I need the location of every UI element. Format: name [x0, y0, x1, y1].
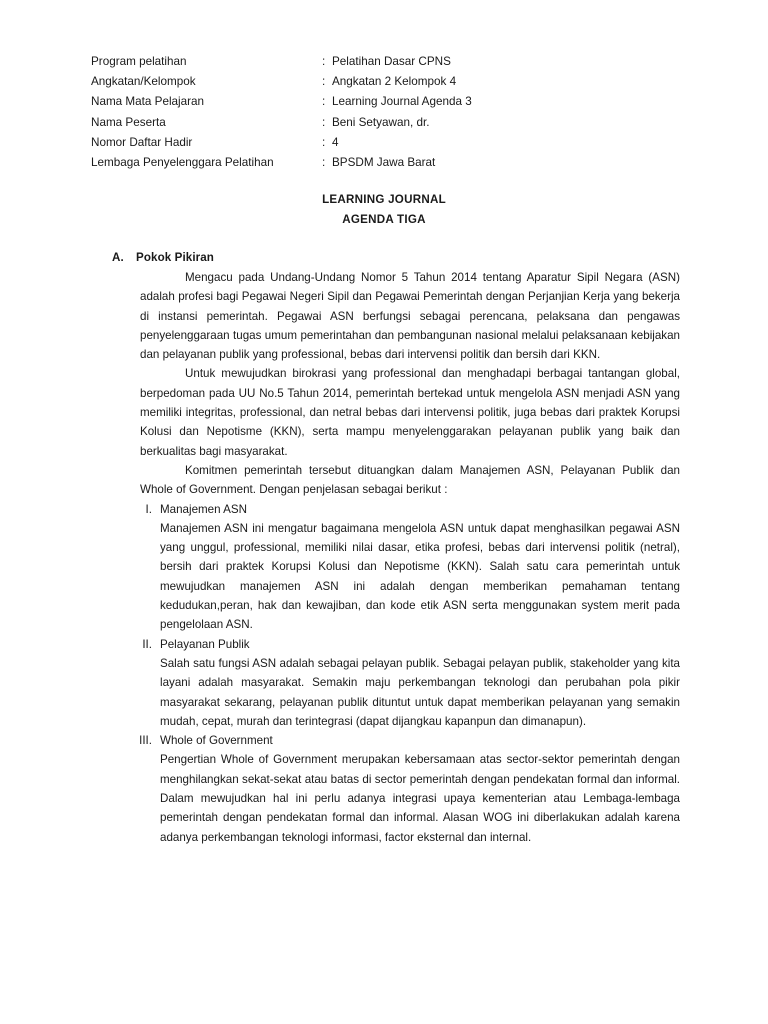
list-item-title-manajemen-asn: Manajemen ASN	[160, 502, 247, 516]
meta-label-nama-mata-pelajaran: Nama Mata Pelajaran	[91, 95, 205, 109]
meta-value-angkatan-kelompok: Angkatan 2 Kelompok 4	[332, 75, 457, 89]
list-item-title-pelayanan-publik: Pelayanan Publik	[160, 637, 250, 651]
meta-value-program-pelatihan: Pelatihan Dasar CPNS	[332, 55, 451, 68]
page-title-line-1: LEARNING JOURNAL	[322, 193, 446, 206]
list-item-marker-3: III.	[139, 734, 152, 748]
roman-numeral-list	[140, 500, 680, 847]
table-row	[91, 113, 472, 133]
section-letter: A.	[112, 251, 124, 264]
list-item-body-whole-of-government: Pengertian Whole of Government merupakan kebersamaan atas sector-sektor pemerintah dengan menghilangkan sekat-sekat atau batas di sector pemerintah dengan pendekatan formal dan informal. Dalam mewujudkan hal ini perlu adanya integrasi upaya kementerian atau Lembaga-lembaga pemerintah dengan pendekatan formal dan informal. Alasan WOG ini diberlakukan adalah karena adanya perkembangan teknologi informasi, factor eksternal dan internal.	[160, 753, 680, 844]
meta-label-lembaga-penyelenggara: Lembaga Penyelenggara Pelatihan	[91, 156, 274, 170]
list-item	[140, 731, 680, 847]
table-row	[91, 153, 472, 173]
list-item-marker-1: I.	[145, 502, 152, 516]
meta-value-nomor-daftar-hadir: 4	[332, 135, 339, 149]
meta-label-angkatan-kelompok: Angkatan/Kelompok	[91, 75, 196, 89]
page-title-line-2: AGENDA TIGA	[342, 212, 426, 226]
meta-label-program-pelatihan: Program pelatihan	[91, 55, 187, 68]
meta-label-nomor-daftar-hadir: Nomor Daftar Hadir	[91, 135, 193, 149]
table-row	[91, 133, 472, 153]
meta-value-nama-peserta: Beni Setyawan, dr.	[332, 115, 430, 129]
paragraph-3: Komitmen pemerintah tersebut dituangkan dalam Manajemen ASN, Pelayanan Publik dan Whole of Government. Dengan penjelasan sebagai berikut :	[140, 463, 680, 497]
meta-separator: :	[322, 75, 326, 89]
list-item-body-pelayanan-publik: Salah satu fungsi ASN adalah sebagai pelayan publik. Sebagai pelayan publik, stakeholder yang kita layani adalah masyarakat. Semakin maju perkembangan teknologi dan perubahan pola pikir masyarakat sekarang, pelayanan publik dituntut untuk dapat memberikan pelayanan yang semakin mudah, cepat, murah dan terintegrasi (dapat dijangkau kapanpun dan dimanapun).	[160, 656, 680, 728]
page-title	[0, 190, 768, 229]
meta-label-nama-peserta: Nama Peserta	[91, 115, 166, 129]
section-heading-label: Pokok Pikiran	[136, 251, 214, 264]
section-body	[140, 268, 680, 847]
table-row	[91, 52, 472, 72]
list-item	[140, 500, 680, 635]
meta-value-lembaga-penyelenggara: BPSDM Jawa Barat	[332, 156, 436, 170]
participant-info-table	[91, 52, 472, 173]
paragraph-1: Mengacu pada Undang-Undang Nomor 5 Tahun 2014 tentang Aparatur Sipil Negara (ASN) adalah profesi bagi Pegawai Negeri Sipil dan Pegawai Pemerintah dengan Perjanjian Kerja yang bekerja di instansi pemerintah. Pegawai ASN berfungsi sebagai perencana, pelaksana dan pengawas penyelenggaraan tugas umum pemerintahan dan pembangunan nasional melalui pelaksanaan kebijakan dan pelayanan publik yang professional, bebas dari intervensi politik dan bersih dari KKN.	[140, 271, 680, 362]
meta-separator: :	[322, 156, 326, 170]
list-item-body-manajemen-asn: Manajemen ASN ini mengatur bagaimana mengelola ASN untuk dapat menghasilkan pegawai ASN yang unggul, professional, memiliki nilai dasar, etika profesi, bebas dari intervensi politik (netral), bersih dari praktek Korupsi Kolusi dan Nepotisme (KKN). Salah satu cara pemerintah untuk mewujudkan manajemen ASN ini adalah dengan memberikan pemahaman tentang kedudukan,peran, hak dan kewajiban, dan kode etik ASN serta menggunakan system merit pada pengelolaan ASN.	[160, 521, 680, 632]
table-row	[91, 92, 472, 112]
list-item-marker-2: II.	[142, 637, 152, 651]
table-row	[91, 72, 472, 92]
list-item	[140, 635, 680, 731]
list-item-title-whole-of-government: Whole of Government	[160, 734, 273, 748]
meta-value-nama-mata-pelajaran: Learning Journal Agenda 3	[332, 95, 472, 109]
meta-separator: :	[322, 135, 326, 149]
paragraph-2: Untuk mewujudkan birokrasi yang professional dan menghadapi berbagai tantangan global, berpedoman pada UU No.5 Tahun 2014, pemerintah bertekad untuk mengelola ASN menjadi ASN yang memiliki integritas, professional, dan netral bebas dari intervensi politik, juga bebas dari praktek Korupsi Kolusi dan Nepotisme (KKN), serta mampu menyelenggarakan pelayanan publik yang baik dan berkualitas bagi masyarakat.	[140, 367, 680, 458]
meta-separator: :	[322, 55, 326, 68]
meta-separator: :	[322, 115, 326, 129]
meta-separator: :	[322, 95, 326, 109]
section-heading-pokok-pikiran	[112, 249, 214, 266]
